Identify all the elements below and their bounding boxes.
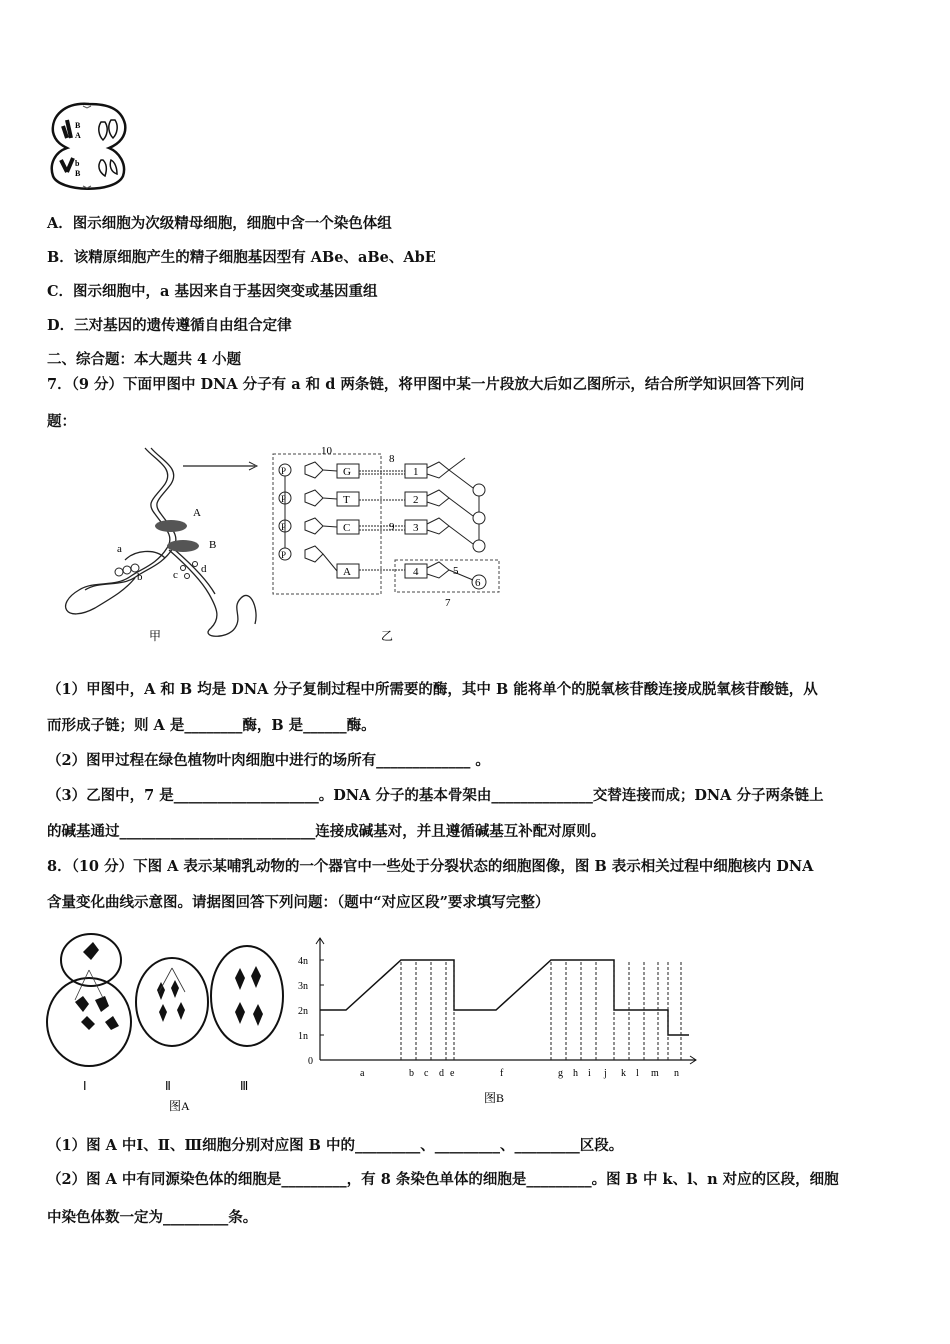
figA-label-1: Ⅰ: [83, 1079, 87, 1093]
meiosis-cell-figure: [45, 98, 133, 196]
gene-label-B-bottom: B: [75, 169, 81, 178]
q7-stem-line2: 题：: [47, 413, 76, 430]
y-tick-label: 2n: [298, 1006, 308, 1017]
base-right-2: 2: [413, 494, 419, 506]
phosphate-3: P: [281, 522, 287, 532]
x-segment-label-b: b: [409, 1068, 414, 1079]
gene-label-b-bottom: b: [75, 159, 80, 168]
jia-letter-A: A: [193, 507, 201, 519]
q8-part1: （1）图 A 中Ⅰ、Ⅱ、Ⅲ细胞分别对应图 B 中的_________、_________、_________区段。: [47, 1137, 624, 1154]
yi-num-6: 6: [475, 577, 481, 589]
option-b: B．该精原细胞产生的精子细胞基因型有 ABe、aBe、AbE: [47, 249, 436, 266]
q8-part2-line2: 中染色体数一定为_________条。: [47, 1209, 258, 1226]
yi-row-2: [279, 490, 427, 506]
option-c: C．图示细胞中，a 基因来自于基因突变或基因重组: [47, 283, 378, 300]
jia-letter-d: d: [201, 563, 207, 575]
x-segment-label-e: e: [450, 1068, 455, 1079]
yi-num-10: 10: [321, 445, 332, 457]
gene-label-B-top: B: [75, 121, 81, 130]
yi-num-9: 9: [389, 521, 395, 533]
dna-content-chart: [296, 930, 716, 1112]
enzyme-A: [155, 520, 187, 532]
q7-part1-line1: （1）甲图中，A 和 B 均是 DNA 分子复制过程中所需要的酶，其中 B 能将单个的脱氧核苷酸连接成脱氧核苷酸链，从: [47, 681, 818, 698]
dna-curve: [320, 960, 689, 1035]
phosphate-2: P: [281, 494, 287, 504]
x-segment-label-k: k: [621, 1068, 626, 1079]
gene-label-A-top: A: [75, 131, 81, 140]
jia-letter-c: c: [173, 569, 178, 581]
yi-num-7: 7: [445, 597, 451, 609]
yi-row-1: [279, 462, 427, 478]
base-right-1: 1: [413, 466, 419, 478]
yi-row-3: [279, 518, 427, 534]
jia-letter-B: B: [209, 539, 217, 551]
figA-label-2: Ⅱ: [165, 1079, 171, 1093]
option-a: A．图示细胞为次级精母细胞，细胞中含一个染色体组: [47, 215, 392, 232]
figure-a-cells: [45, 922, 295, 1112]
x-segment-label-i: i: [588, 1068, 591, 1079]
dna-helix-drawing: [66, 448, 256, 636]
figA-label-3: Ⅲ: [240, 1079, 249, 1093]
q8-part2-line1: （2）图 A 中有同源染色体的细胞是_________，有 8 条染色单体的细胞是_________。图 B 中 k、l、n 对应的区段，细胞: [47, 1171, 839, 1188]
jia-letter-b: b: [137, 571, 143, 583]
yi-row-4: [279, 546, 427, 578]
x-segment-label-l: l: [636, 1068, 639, 1079]
phosphate-1: P: [281, 466, 287, 476]
base-right-3: 3: [413, 522, 419, 534]
x-segment-label-n: n: [674, 1068, 679, 1079]
y-tick-label: 3n: [298, 981, 308, 992]
x-segment-label-f: f: [500, 1068, 504, 1079]
base-left-3: C: [343, 522, 351, 534]
yi-num-5: 5: [453, 565, 459, 577]
q7-part3-line2: 的碱基通过___________________________连接成碱基对，并且遵循碱基互补配对原则。: [47, 823, 606, 840]
x-segment-label-h: h: [573, 1068, 578, 1079]
figure-b-chart: [296, 930, 716, 1112]
y-tick-label: 4n: [298, 956, 308, 967]
q7-stem-line1: 7．（9 分）下面甲图中 DNA 分子有 a 和 d 两条链，将甲图中某一片段放大后如乙图所示，结合所学知识回答下列问: [47, 376, 805, 393]
section-heading: 二、综合题：本大题共 4 小题: [47, 351, 242, 368]
yi-num-8: 8: [389, 453, 395, 465]
enzyme-B: [167, 540, 199, 552]
x-segment-label-c: c: [424, 1068, 429, 1079]
figA-caption: 图A: [169, 1099, 190, 1112]
x-segment-label-j: j: [604, 1068, 607, 1079]
q7-part3-line1: （3）乙图中，7 是____________________。DNA 分子的基本骨架由______________交替连接而成；DNA 分子两条链上: [47, 787, 824, 804]
origin-label: 0: [308, 1056, 313, 1067]
yi-label: 乙: [381, 629, 394, 643]
y-tick-label: 1n: [298, 1031, 308, 1042]
x-segment-label-g: g: [558, 1068, 563, 1079]
x-segment-label-a: a: [360, 1068, 365, 1079]
jia-label: 甲: [149, 629, 162, 643]
option-d: D．三对基因的遗传遵循自由组合定律: [47, 317, 292, 334]
base-left-4: A: [343, 566, 351, 578]
q8-stem-line1: 8．（10 分）下图 A 表示某哺乳动物的一个器官中一些处于分裂状态的细胞图像，图 B 表示相关过程中细胞核内 DNA: [47, 858, 814, 875]
base-left-1: G: [343, 466, 351, 478]
base-left-2: T: [343, 494, 350, 506]
q7-part2: （2）图甲过程在绿色植物叶肉细胞中进行的场所有_____________ 。: [47, 752, 490, 769]
base-right-4: 4: [413, 566, 419, 578]
x-segment-label-m: m: [651, 1068, 659, 1079]
x-segment-label-d: d: [439, 1068, 444, 1079]
jia-letter-a: a: [117, 543, 122, 555]
q7-part1-line2: 而形成子链；则 A 是________酶，B 是______酶。: [47, 717, 376, 734]
dna-replication-figure: [45, 440, 505, 650]
phosphate-4: P: [281, 550, 287, 560]
q8-stem-line2: 含量变化曲线示意图。请据图回答下列问题：（题中“对应区段”要求填写完整）: [47, 894, 550, 911]
figB-caption: 图B: [484, 1091, 505, 1105]
